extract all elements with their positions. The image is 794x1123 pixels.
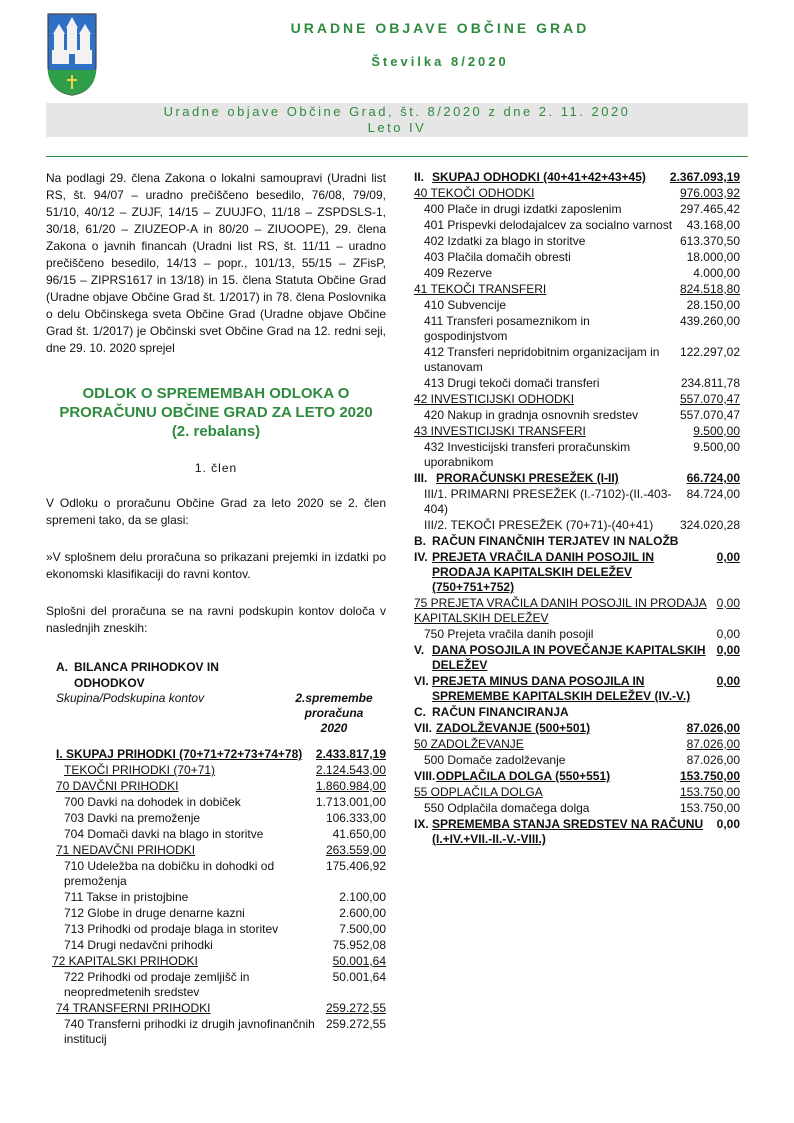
table-row: [414, 471, 740, 486]
row-label: SKUPAJ ODHODKI (40+41+42+43+45): [432, 170, 646, 184]
row-label: 704 Domači davki na blago in storitve: [64, 827, 264, 841]
paragraph-2: »V splošnem delu proračuna so prikazani prejemki in izdatki po ekonomski klasifikaciji do ravni kontov.: [46, 550, 386, 581]
row-label: 72 KAPITALSKI PRIHODKI: [52, 954, 198, 968]
row-number: VI.: [414, 674, 429, 688]
row-value: 259.272,55: [325, 1017, 386, 1031]
row-label: 711 Takse in pristojbine: [64, 890, 189, 904]
row-number: V.: [414, 643, 425, 657]
table-row: [46, 906, 386, 921]
table-row: [414, 721, 740, 736]
table-row: [46, 859, 386, 889]
section-a-line-2: ODHODKOV: [74, 676, 145, 690]
row-value: 1.860.984,00: [315, 779, 386, 793]
row-label: 712 Globe in druge denarne kazni: [64, 906, 245, 920]
table-row: [414, 596, 740, 626]
table-row: [414, 234, 740, 249]
legal-preamble: Na podlagi 29. člena Zakona o lokalni samoupravi (Uradni list RS, št. 94/07 – uradno prečiščeno besedilo, 76/08, 79/09, 51/10, 40/12 – ZUJF, 14/15 – ZUUJFO, 11/18 – ZSPDSLS-1, 30/18, 61/20 – ZIUZEOP-A in 80/20 – ZIUOOPE), 29. člena Zakona o javnih financah (Uradni list RS, št. 11/11 – uradno prečiščeno besedilo, 14/13 – popr., 101/13, 55/15 – ZFisP, 96/15 – ZIPRS1617 in 13/18) in 15. člena Statuta Občine Grad (Uradne objave Občine Grad št. 1/2017) in 78. člena Poslovnika o delu Občinskega sveta Občine Grad (Uradne objave Občine Grad št. 1/2017) je Občinski svet Občine Grad na 12. redni seji, dne 29. 10. 2020 sprejel: [46, 171, 386, 355]
row-label: 41 TEKOČI TRANSFERI: [414, 282, 547, 296]
row-value: 0,00: [716, 596, 740, 610]
table-row: [414, 550, 740, 595]
table-row: [414, 376, 740, 391]
row-label: ZADOLŽEVANJE (500+501): [436, 721, 591, 735]
table-row: [46, 811, 386, 826]
row-value: 9.500,00: [693, 440, 740, 454]
row-value: 4.000,00: [693, 266, 740, 280]
row-label: 411 Transferi posameznikom in gospodinjstvom: [424, 314, 590, 343]
table-column-header: [46, 691, 386, 747]
issue-band: [46, 103, 748, 137]
row-label: 401 Prispevki delodajalcev za socialno varnost: [424, 218, 673, 232]
table-row: [414, 737, 740, 752]
row-value: 0,00: [716, 817, 740, 831]
row-value: 153.750,00: [679, 801, 740, 815]
row-value: 2.124.543,00: [315, 763, 386, 777]
row-value: 0,00: [716, 627, 740, 641]
row-label: 740 Transferni prihodki iz drugih javnofinančnih institucij: [64, 1017, 315, 1046]
table-row: [46, 922, 386, 937]
table-row: [414, 266, 740, 281]
table-row: [46, 938, 386, 953]
row-value: 84.724,00: [686, 487, 740, 501]
table-row: [414, 345, 740, 375]
table-row: [46, 843, 386, 858]
row-label: 700 Davki na dohodek in dobiček: [64, 795, 241, 809]
row-value: 122.297,02: [679, 345, 740, 359]
row-value: 153.750,00: [679, 769, 740, 783]
row-label: 40 TEKOČI ODHODKI: [414, 186, 535, 200]
row-label: PREJETA MINUS DANA POSOJILA IN SPREMEMBE KAPITALSKIH DELEŽEV (IV.-V.): [432, 674, 691, 703]
column-budget-label: 2.spremembe proračuna 2020: [295, 691, 373, 735]
row-value: 43.168,00: [686, 218, 740, 232]
row-label: 420 Nakup in gradnja osnovnih sredstev: [424, 408, 639, 422]
row-label: 713 Prihodki od prodaje blaga in storitev: [64, 922, 279, 936]
row-label: 75 PREJETA VRAČILA DANIH POSOJIL IN PRODAJA KAPITALSKIH DELEŽEV: [414, 596, 707, 625]
row-number: IV.: [414, 550, 428, 564]
decree-title-line-3: (2. rebalans): [171, 423, 261, 440]
table-row: [414, 170, 740, 185]
row-value: 2.367.093,19: [669, 170, 740, 184]
row-value: [734, 534, 740, 549]
decree-title-line-2: PRORAČUNU OBČINE GRAD ZA LETO 2020: [59, 404, 373, 421]
table-row: [46, 1001, 386, 1016]
table-row: [414, 408, 740, 423]
row-value: 175.406,92: [325, 859, 386, 873]
article-heading: 1. člen: [194, 461, 238, 475]
row-value: 613.370,50: [679, 234, 740, 248]
gazette-title: URADNE OBJAVE OBČINE GRAD: [290, 20, 590, 36]
table-row: [46, 763, 386, 778]
row-label: RAČUN FINANCIRANJA: [432, 705, 569, 719]
row-value: 557.070,47: [679, 392, 740, 406]
row-value: 9.500,00: [693, 424, 740, 438]
row-value: 2.600,00: [339, 906, 386, 920]
row-number: III.: [414, 471, 428, 485]
section-a-heading: [56, 659, 386, 691]
row-value: 824.518,80: [679, 282, 740, 296]
table-row: [414, 250, 740, 265]
row-number: II.: [414, 170, 425, 184]
row-value: 41.650,00: [332, 827, 386, 841]
row-number: IX.: [414, 817, 429, 831]
row-value: 106.333,00: [325, 811, 386, 825]
row-label: I. SKUPAJ PRIHODKI (70+71+72+73+74+78): [56, 747, 303, 761]
row-label: 70 DAVČNI PRIHODKI: [56, 779, 179, 793]
row-value: 1.713.001,00: [315, 795, 386, 809]
row-label: III/2. TEKOČI PRESEŽEK (70+71)-(40+41): [424, 518, 654, 532]
table-row: [414, 753, 740, 768]
table-row: [414, 769, 740, 784]
decree-title: [46, 384, 386, 441]
row-label: 710 Udeležba na dobičku in dohodki od premoženja: [64, 859, 275, 888]
row-value: 18.000,00: [686, 250, 740, 264]
row-label: 703 Davki na premoženje: [64, 811, 201, 825]
row-value: 2.100,00: [339, 890, 386, 904]
revenue-table: [46, 747, 386, 1047]
table-row: [414, 298, 740, 313]
table-row: [414, 534, 740, 549]
table-row: [414, 186, 740, 201]
row-label: PRORAČUNSKI PRESEŽEK (I-II): [436, 471, 619, 485]
row-value: 28.150,00: [686, 298, 740, 312]
table-row: [414, 817, 740, 847]
row-value: 259.272,55: [325, 1001, 386, 1015]
row-label: 550 Odplačila domačega dolga: [424, 801, 590, 815]
row-value: 153.750,00: [679, 785, 740, 799]
table-row: [414, 705, 740, 720]
row-label: III/1. PRIMARNI PRESEŽEK (I.-7102)-(II.-403-404): [424, 487, 672, 516]
row-number: C.: [414, 705, 426, 719]
row-label: 410 Subvencije: [424, 298, 507, 312]
row-label: 50 ZADOLŽEVANJE: [414, 737, 524, 751]
row-value: 87.026,00: [686, 737, 740, 751]
municipality-crest-icon: [46, 12, 98, 96]
table-row: [414, 424, 740, 439]
row-value: 7.500,00: [339, 922, 386, 936]
band-line-1: Uradne objave Občine Grad, št. 8/2020 z dne 2. 11. 2020: [163, 104, 631, 119]
row-label: 500 Domače zadolževanje: [424, 753, 566, 767]
table-row: [414, 440, 740, 470]
row-value: 87.026,00: [686, 721, 740, 735]
row-label: 714 Drugi nedavčni prihodki: [64, 938, 213, 952]
row-value: 50.001,64: [332, 970, 386, 984]
row-value: 50.001,64: [332, 954, 386, 968]
row-label: 750 Prejeta vračila danih posojil: [424, 627, 594, 641]
row-label: PREJETA VRAČILA DANIH POSOJIL IN PRODAJA KAPITALSKIH DELEŽEV (750+751+752): [432, 550, 655, 594]
row-label: DANA POSOJILA IN POVEČANJE KAPITALSKIH DELEŽEV: [432, 643, 706, 672]
table-row: [414, 202, 740, 217]
row-number: VIII.: [414, 769, 436, 783]
row-label: 403 Plačila domačih obresti: [424, 250, 571, 264]
row-value: 75.952,08: [332, 938, 386, 952]
row-value: 0,00: [716, 674, 740, 688]
row-value: 66.724,00: [686, 471, 740, 485]
row-label: TEKOČI PRIHODKI (70+71): [64, 763, 216, 777]
row-value: 0,00: [716, 643, 740, 657]
row-label: 402 Izdatki za blago in storitve: [424, 234, 586, 248]
paragraph-3: Splošni del proračuna se na ravni podskupin kontov določa v naslednjih zneskih:: [46, 604, 386, 635]
table-row: [414, 282, 740, 297]
table-row: [46, 827, 386, 842]
row-value: 976.003,92: [679, 186, 740, 200]
section-a-number: A.: [56, 660, 68, 674]
table-row: [414, 627, 740, 642]
row-label: 400 Plače in drugi izdatki zaposlenim: [424, 202, 622, 216]
section-a-line-1: BILANCA PRIHODKOV IN: [74, 660, 219, 674]
table-row: [414, 674, 740, 704]
table-row: [414, 785, 740, 800]
row-value: 324.020,28: [679, 518, 740, 532]
paragraph-1: V Odloku o proračunu Občine Grad za leto 2020 se 2. člen spremeni tako, da se glasi:: [46, 496, 386, 527]
row-label: 413 Drugi tekoči domači transferi: [424, 376, 600, 390]
table-row: [46, 779, 386, 794]
row-number: VII.: [414, 721, 433, 735]
table-row: [46, 747, 386, 762]
row-number: B.: [414, 534, 426, 548]
header-divider: [46, 156, 748, 157]
row-label: 55 ODPLAČILA DOLGA: [414, 785, 543, 799]
left-column: [46, 170, 386, 1048]
row-value: 557.070,47: [679, 408, 740, 422]
row-value: 0,00: [716, 550, 740, 564]
row-value: 87.026,00: [686, 753, 740, 767]
row-label: 71 NEDAVČNI PRIHODKI: [56, 843, 196, 857]
table-row: [414, 218, 740, 233]
table-row: [46, 954, 386, 969]
row-value: 439.260,00: [679, 314, 740, 328]
table-row: [46, 970, 386, 1000]
table-row: [414, 487, 740, 517]
row-label: 43 INVESTICIJSKI TRANSFERI: [414, 424, 586, 438]
row-label: 432 Investicijski transferi proračunskim uporabnikom: [424, 440, 631, 469]
row-label: RAČUN FINANČNIH TERJATEV IN NALOŽB: [432, 534, 679, 548]
table-row: [414, 643, 740, 673]
row-label: ODPLAČILA DOLGA (550+551): [436, 769, 611, 783]
row-label: SPREMEMBA STANJA SREDSTEV NA RAČUNU (I.+IV.+VII.-II.-V.-VIII.): [432, 817, 704, 846]
column-accounts-label: Skupina/Podskupina kontov: [56, 691, 205, 705]
row-value: 263.559,00: [325, 843, 386, 857]
row-value: 234.811,78: [680, 376, 740, 390]
row-label: 412 Transferi nepridobitnim organizacijam in ustanovam: [424, 345, 660, 374]
table-row: [414, 314, 740, 344]
decree-title-line-1: ODLOK O SPREMEMBAH ODLOKA O: [82, 385, 350, 402]
table-row: [414, 518, 740, 533]
table-row: [46, 795, 386, 810]
table-row: [414, 801, 740, 816]
row-label: 74 TRANSFERNI PRIHODKI: [56, 1001, 211, 1015]
row-label: 42 INVESTICIJSKI ODHODKI: [414, 392, 575, 406]
band-line-2: Leto IV: [367, 120, 427, 135]
table-row: [46, 890, 386, 905]
table-row: [46, 1017, 386, 1047]
expenditure-table: [414, 170, 740, 848]
table-row: [414, 392, 740, 407]
row-label: 409 Rezerve: [424, 266, 493, 280]
row-value: 297.465,42: [679, 202, 740, 216]
row-label: 722 Prihodki od prodaje zemljišč in neopredmetenih sredstev: [64, 970, 250, 999]
row-value: 2.433.817,19: [315, 747, 386, 761]
issue-number: Številka 8/2020: [371, 54, 509, 69]
row-value: [734, 705, 740, 720]
